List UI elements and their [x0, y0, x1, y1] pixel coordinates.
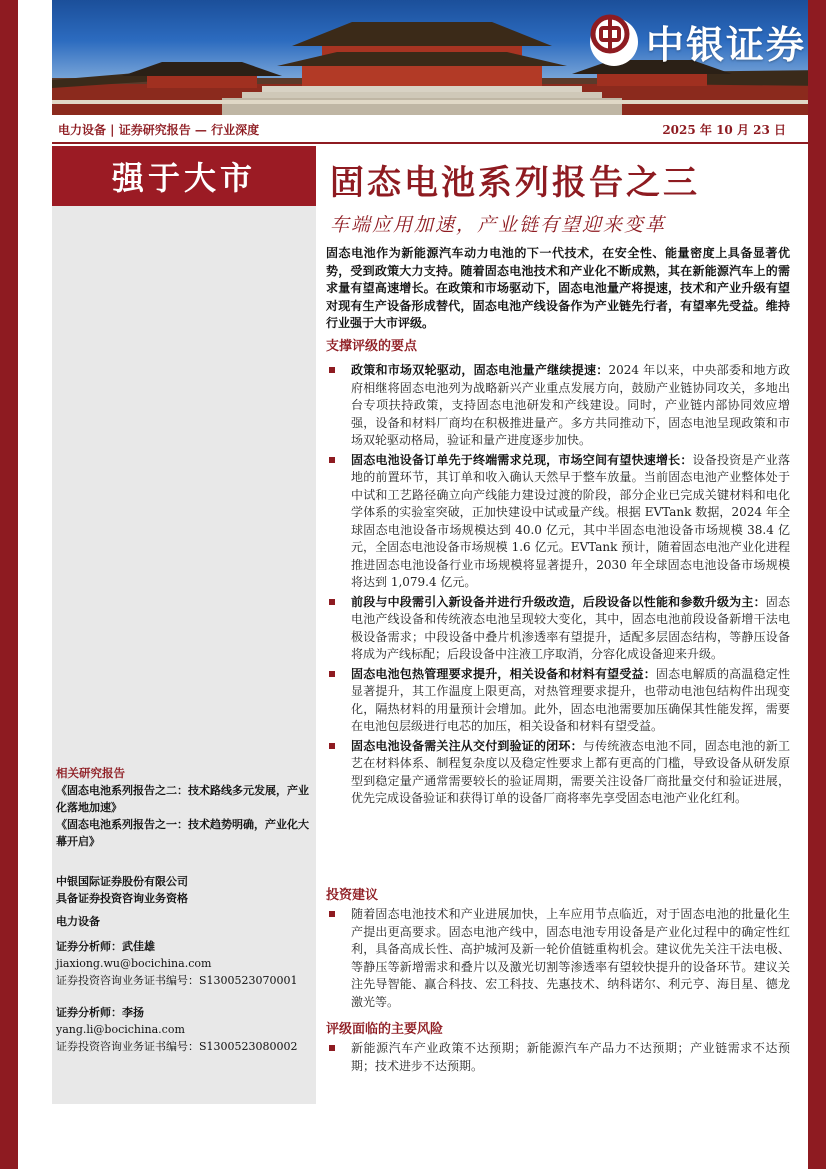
analyst-cert: 证券投资咨询业务证书编号：S1300523080002: [56, 1040, 298, 1053]
related-report-link[interactable]: 《固态电池系列报告之一：技术趋势明确，产业化大幕开启》: [56, 818, 309, 848]
page-title: 固态电池系列报告之三: [330, 163, 700, 203]
risk-text: 新能源汽车产业政策不达预期；新能源汽车产品力不达预期；产业链需求不达预期；技术进步不达预期。: [351, 1041, 790, 1073]
support-heading: 支撑评级的要点: [326, 339, 418, 354]
related-heading: 相关研究报告: [56, 766, 125, 780]
bank-of-china-icon: [590, 18, 638, 66]
list-item: [326, 738, 790, 808]
summary-paragraph: 固态电池作为新能源汽车动力电池的下一代技术，在安全性、能量密度上具备显著优势，受到政策大力支持。随着固态电池技术和产业化不断成熟，其在新能源汽车上的需求量有望高速增长。在政策和市场驱动下，固态电池量产将提速，技术和产业升级有望对现有生产设备形成替代，固态电池产线设备作为产业链先行者，有望率先受益。维持行业强于大市评级。: [326, 246, 790, 330]
report-date: 2025 年 10 月 23 日: [662, 122, 786, 137]
point-lead: 固态电池设备需关注从交付到验证的闭环：: [351, 738, 583, 753]
list-item: [326, 362, 790, 450]
risk-heading: 评级面临的主要风险: [326, 1022, 444, 1037]
analyst-block: [56, 938, 314, 989]
bullet-square-icon: [329, 599, 335, 605]
bullet-square-icon: [329, 457, 335, 463]
brand-name: 中银证券: [645, 23, 806, 67]
analyst-title: 证券分析师：李扬: [56, 1006, 144, 1019]
company-info: [56, 873, 314, 930]
right-red-bar: [808, 0, 826, 1169]
point-lead: 前段与中段需引入新设备并进行升级改造，后段设备以性能和参数升级为主：: [351, 594, 766, 609]
point-lead: 固态电池包热管理要求提升，相关设备和材料有望受益：: [351, 666, 656, 681]
analyst-title: 证券分析师：武佳雄: [56, 940, 155, 953]
left-red-bar: [0, 0, 18, 1169]
point-text: 固态电解质的高温稳定性显著提升，其工作温度上限更高，对热管理要求提升，也带动电池包结构件出现变化，隔热材料的用量预计会增加。此外，固态电池需要加压确保其性能发挥，需要在电池包层级进行电芯的加压，相关设备和材料有望受益。: [351, 666, 790, 733]
point-text: 设备投资是产业落地的前置环节，其订单和收入确认天然早于整车放量。当前固态电池产业整体处于中试和工艺路径确立向产线能力建设过渡的阶段，部分企业已完成关键材料和电化学体系的实验室突破，正加快建设中试或量产线。根据 EVTank 数据，2024 年全球固态电池设备市场规模达到 40.0 亿元，其中半固态电池设备市场规模 38.4 亿元，全固态电池设备市场规模 1.6 亿元。EVTank 预计，随着固态电池产业化进程推进固态电池设备行业市场规模将显著提升，2030 年全球固态电池设备市场规模将达到 1,079.4 亿元。: [351, 452, 790, 589]
page-subtitle: 车端应用加速，产业链有望迎来变革: [330, 214, 667, 236]
company-license: 具备证券投资咨询业务资格: [56, 892, 188, 905]
list-item: [326, 452, 790, 592]
invest-heading: 投资建议: [326, 888, 379, 903]
bullet-square-icon: [329, 1045, 335, 1051]
point-lead: 固态电池设备订单先于终端需求兑现，市场空间有望快速增长：: [351, 452, 693, 467]
list-item: [326, 594, 790, 664]
support-points: [326, 362, 790, 810]
point-text: 固态电池产线设备和传统液态电池呈现较大变化，其中，固态电池前段设备新增干法电极设备需求；中段设备中叠片机渗透率有望提升，适配多层固态结构，等静压设备将成为产线标配；后段设备中注液工序取消，分容化成设备迎来升级。: [351, 594, 790, 661]
brand-logo: [590, 14, 806, 69]
invest-points: [326, 906, 790, 1013]
analyst-block: [56, 1004, 314, 1055]
invest-text: 随着固态电池技术和产业进展加快，上车应用节点临近，对于固态电池的批量化生产提出更高要求。固态电池产线中，固态电池专用设备是产业化过程中的确定性红利，具备高成长性、高护城河及新一轮价值链重构机会。建议优先关注干法电极、等静压等新增需求和叠片以及激光切割等渗透率有望较快提升的设备环节。建议关注先导智能、赢合科技、宏工科技、先惠技术、纳科诺尔、利元亨、海目星、德龙激光等。: [351, 907, 790, 1009]
related-reports: [56, 765, 314, 850]
analyst-email[interactable]: yang.li@bocichina.com: [56, 1023, 185, 1036]
analyst-cert: 证券投资咨询业务证书编号：S1300523070001: [56, 974, 298, 987]
report-header: [52, 116, 826, 144]
company-name: 中银国际证券股份有限公司: [56, 875, 188, 888]
point-text: 与传统液态电池不同，固态电池的新工艺在材料体系、制程复杂度以及稳定性要求上都有更高的门槛，导致设备从研发原型到稳定量产通常需要较长的验证周期，需要关注设备厂商批量交付和验证进展，优先完成设备验证和获得订单的设备厂商将率先享受固态电池产业化红利。: [351, 738, 790, 805]
bullet-square-icon: [329, 743, 335, 749]
list-item: [326, 906, 790, 1011]
company-sector: 电力设备: [56, 915, 100, 928]
list-item: [326, 666, 790, 736]
header-banner: [52, 0, 826, 115]
bullet-square-icon: [329, 911, 335, 917]
bullet-square-icon: [329, 367, 335, 373]
breadcrumb: 电力设备 | 证券研究报告 — 行业深度: [58, 122, 260, 137]
point-lead: 政策和市场双轮驱动，固态电池量产继续提速：: [351, 363, 609, 377]
risk-points: [326, 1040, 790, 1077]
point-text: 2024 年以来，中央部委和地方政府相继将固态电池列为战略新兴产业重点发展方向，鼓励产业链协同攻关，多地出台专项扶持政策，支持固态电池研发和产线建设。同时，产业链内部协同效应增强，设备和材料厂商均在积极推进量产。多方共同推动下，固态电池呈现政策和市场双轮驱动格局，验证和量产进度逐步加快。: [351, 363, 790, 447]
related-report-link[interactable]: 《固态电池系列报告之二：技术路线多元发展，产业化落地加速》: [56, 784, 309, 814]
rating-badge: 强于大市: [52, 146, 316, 206]
list-item: [326, 1040, 790, 1075]
analyst-email[interactable]: jiaxiong.wu@bocichina.com: [56, 957, 212, 970]
bullet-square-icon: [329, 671, 335, 677]
